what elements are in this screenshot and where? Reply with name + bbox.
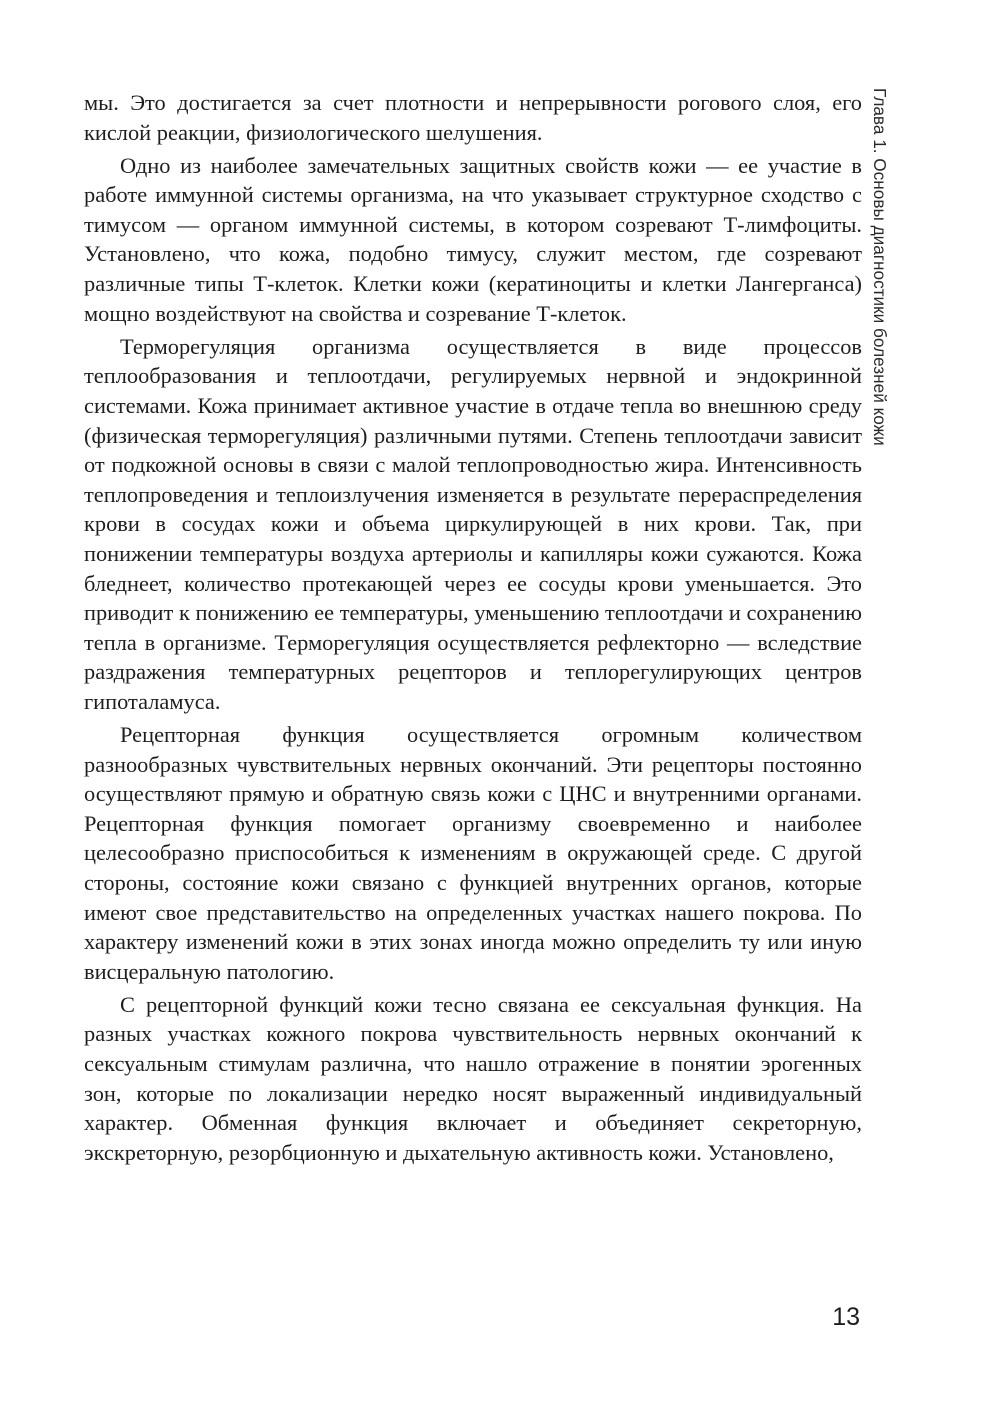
paragraph-thermoregulation: Терморегуляция организма осуществляется в виде процессов теплообразования и теплоотдачи, регулируемых нервной и эндокринной системами. Кожа принимает активное участие в отдаче тепла во внешнюю среду (физическая терморегуляция) различными путями. Степень теплоотдачи зависит от подкожной основы в связи с малой теплопроводностью жира. Интенсивность теплопроведения и теплоизлучения изменяется в результате перераспределения крови в сосудах кожи и объема циркулирующей в них крови. Так, при понижении температуры воздуха артериолы и капилляры кожи сужаются. Кожа бледнеет, количество протекающей через ее сосуды крови уменьшается. Это приводит к понижению ее температуры, уменьшению теплоотдачи и сохранению тепла в организме. Терморегуляция осуществляется рефлекторно — вследствие раздражения температурных рецепторов и теплорегулирующих центров гипоталамуса. [84, 333, 862, 714]
paragraph-receptor-function: Рецепторная функция осуществляется огромным количеством разнообразных чувствительных нервных окончаний. Эти рецепторы постоянно осуществляют прямую и обратную связь кожи с ЦНС и внутренними органами. Рецепторная функция помогает организму своевременно и наиболее целесообразно приспособиться к изменениям в окружающей среде. С другой стороны, состояние кожи связано с функцией внутренних органов, которые имеют свое представительство на определенных участках нашего покрова. По характеру изменений кожи в этих зонах иногда можно определить ту или иную висцеральную патологию. [84, 721, 862, 984]
body-text [84, 88, 862, 1167]
paragraph-continuation: мы. Это достигается за счет плотности и непрерывности рогового слоя, его кислой реакции, физиологического шелушения. [84, 90, 862, 145]
page-number: 13 [832, 1303, 860, 1331]
paragraph-immune-function: Одно из наиболее замечательных защитных свойств кожи — ее участие в работе иммунной системы организма, на что указывает структурное сходство с тимусом — органом иммунной системы, в котором созревают Т-лимфоциты. Установлено, что кожа, подобно тимусу, служит местом, где созревают различные типы Т-клеток. Клетки кожи (кератиноциты и клетки Лангерганса) мощно воздействуют на свойства и созревание Т-клеток. [84, 152, 862, 326]
running-head: Глава 1. Основы диагностики болезней кожи [870, 88, 890, 446]
paragraph-sexual-metabolic-function: С рецепторной функций кожи тесно связана ее сексуальная функция. На разных участках кожного покрова чувствительность нервных окончаний к сексуальным стимулам различна, что нашло отражение в понятии эрогенных зон, которые по локализации нередко носят выраженный индивидуальный характер. Обменная функция включает и объединяет секреторную, экскреторную, резорбционную и дыхательную активность кожи. Установлено, [84, 991, 862, 1165]
